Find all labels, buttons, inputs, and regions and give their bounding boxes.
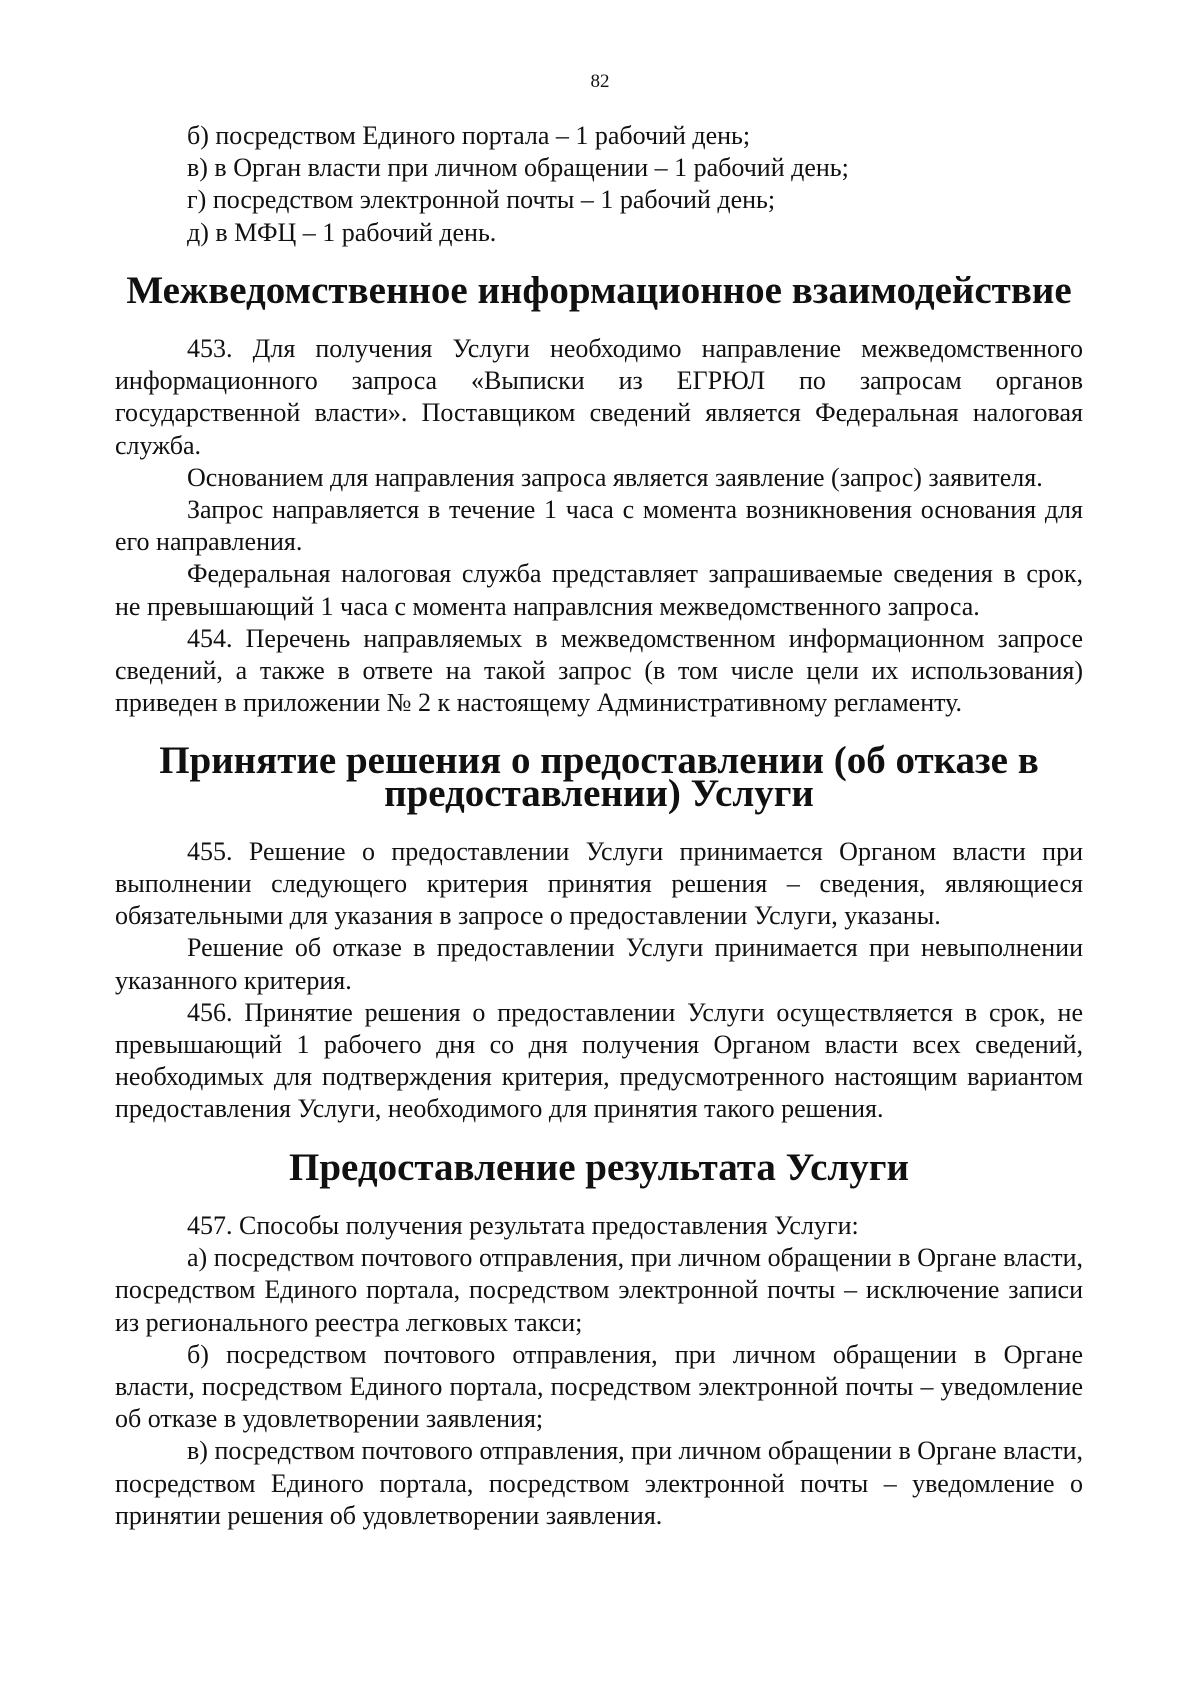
heading-decision: Принятие решения о предоставлении (об отказе в предоставлении) Услуги	[159, 739, 1039, 815]
intro-item-d: д) в МФЦ – 1 рабочий день.	[187, 217, 497, 247]
result-item-a: а) посредством почтового отправления, при личном обращении в Органе власти, посредством Единого портала, посредством электронной почты – исключение записи из регионального реестра легковых такси;	[115, 1243, 1083, 1337]
paragraph-456: 456. Принятие решения о предоставлении Услуги осуществляется в срок, не превышающий 1 рабочего дня со дня получения Органом власти всех сведений, необходимых для подтверждения критерия, предусмотренного настоящим вариантом предоставления Услуги, необходимого для принятия такого решения.	[115, 997, 1083, 1124]
paragraph-453: 453. Для получения Услуги необходимо направление межведомственного информационного запроса «Выписки из ЕГРЮЛ по запросам органов государственной власти». Поставщиком сведений является Федеральная налоговая служба.	[115, 334, 1083, 460]
heading-interagency: Межведомственное информационное взаимодействие	[126, 268, 1072, 312]
paragraph-454: 454. Перечень направляемых в межведомственном информационном запросе сведений, а также в ответе на такой запрос (в том числе цели их использования) приведен в приложении № 2 к настоящему Административному регламенту.	[115, 623, 1083, 718]
page-number: 82	[590, 71, 610, 92]
result-item-b: б) посредством почтового отправления, при личном обращении в Органе власти, посредством Единого портала, посредством электронной почты – уведомление об отказе в удовлетворении заявления;	[115, 1339, 1083, 1434]
intro-item-b: б) посредством Единого портала – 1 рабочий день;	[187, 121, 751, 150]
paragraph-request-basis: Основанием для направления запроса является заявление (запрос) заявителя.	[187, 462, 1043, 492]
paragraph-fns-response: Федеральная налоговая служба представляет запрашиваемые сведения в срок, не превышающий 1 часа с момента направлсния межведомственного запроса.	[115, 559, 1083, 621]
heading-result: Предоставление результата Услуги	[289, 1145, 909, 1189]
paragraph-refusal: Решение об отказе в предоставлении Услуги принимается при невыполнении указанного критерия.	[115, 933, 1083, 995]
intro-item-v: в) в Орган власти при личном обращении – 1 рабочий день;	[187, 153, 849, 183]
page-content	[115, 120, 1083, 1532]
paragraph-455: 455. Решение о предоставлении Услуги принимается Органом власти при выполнении следующего критерия принятия решения – сведения, являющиеся обязательными для указания в запросе о предоставлении Услуги, указаны.	[115, 836, 1083, 931]
result-item-v: в) посредством почтового отправления, при личном обращении в Органе власти, посредством Единого портала, посредством электронной почты – уведомление о принятии решения об удовлетворении заявления.	[115, 1436, 1083, 1530]
intro-item-g: г) посредством электронной почты – 1 рабочий день;	[187, 185, 776, 215]
paragraph-request-time: Запрос направляется в течение 1 часа с момента возникновения основания для его направления.	[115, 495, 1083, 557]
paragraph-457: 457. Способы получения результата предоставления Услуги:	[187, 1210, 859, 1240]
